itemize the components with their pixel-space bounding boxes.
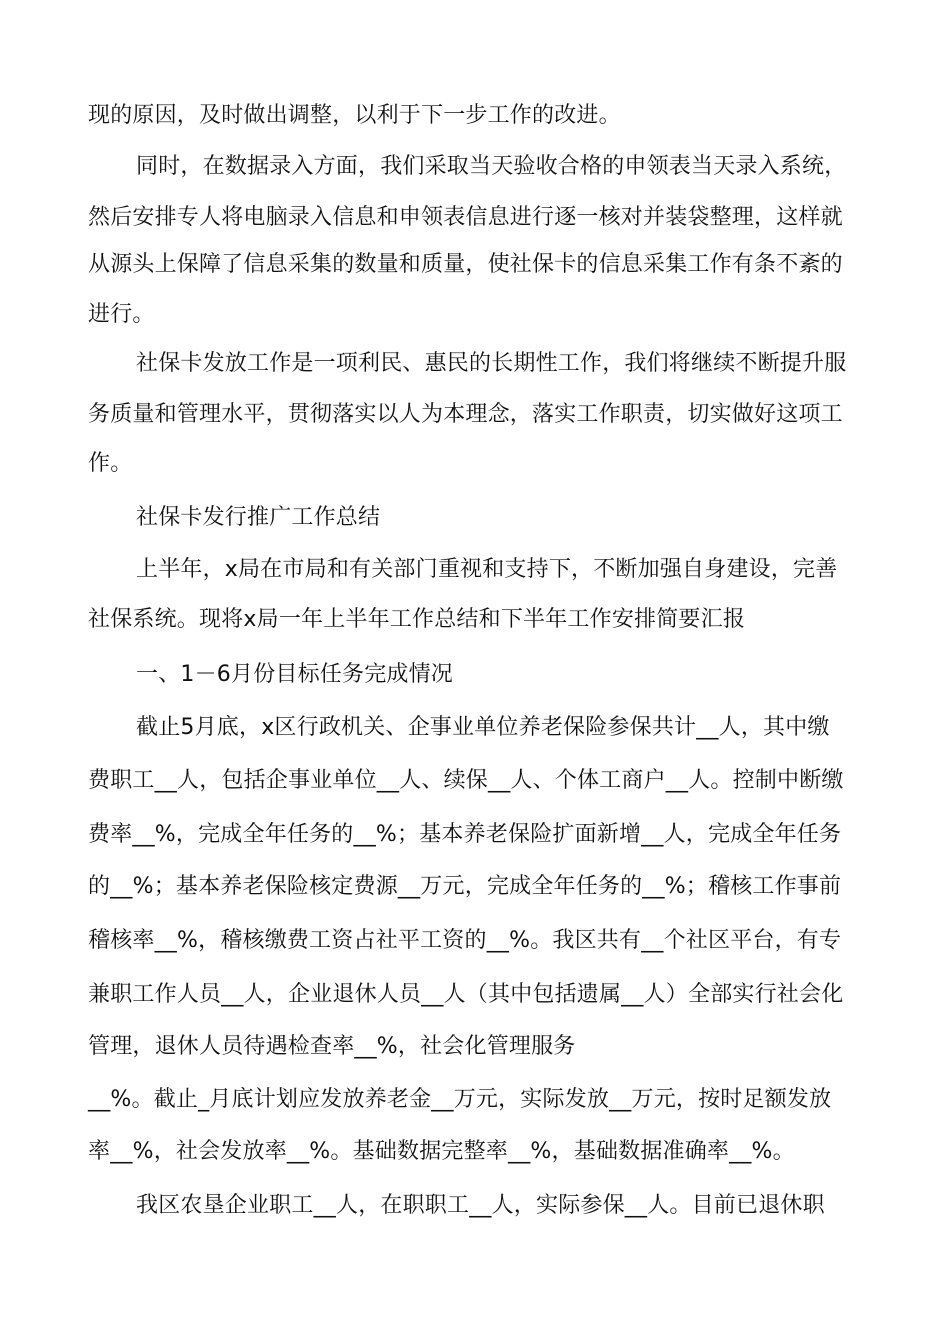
text-line: 社保卡发放工作是一项利民、惠民的长期性工作，我们将继续不断提升服	[136, 351, 847, 376]
text-line: __%。截止_月底计划应发放养老金__万元，实际发放__万元，按时足额发放	[88, 1087, 832, 1112]
text-line: 我区农垦企业职工__人，在职职工__人，实际参保__人。目前已退休职	[136, 1193, 825, 1218]
text-line: 费率__%，完成全年任务的__%；基本养老保险扩面新增__人，完成全年任务	[88, 822, 842, 847]
text-line: 进行。	[88, 302, 155, 327]
text-line: 的__%；基本养老保险核定费源__万元，完成全年任务的__%；稽核工作事前	[88, 874, 842, 899]
text-line: 现的原因，及时做出调整，以利于下一步工作的改进。	[88, 103, 621, 128]
text-line: 管理，退休人员待遇检查率__%，社会化管理服务	[88, 1034, 576, 1059]
text-line: 费职工__人，包括企事业单位__人、续保__人、个体工商户__人。控制中断缴	[88, 768, 844, 793]
text-line: 稽核率__%，稽核缴费工资占社平工资的__%。我区共有__个社区平台，有专	[88, 928, 842, 953]
text-line: 从源头上保障了信息采集的数量和质量，使社保卡的信息采集工作有条不紊的	[88, 252, 843, 277]
text-line: 截止5月底，x区行政机关、企事业单位养老保险参保共计__人，其中缴	[136, 715, 830, 740]
text-line: 然后安排专人将电脑录入信息和申领表信息进行逐一核对并装袋整理，这样就	[88, 205, 843, 230]
text-line: 上半年，x局在市局和有关部门重视和支持下，不断加强自身建设，完善	[136, 557, 838, 582]
text-line: 同时，在数据录入方面，我们采取当天验收合格的申领表当天录入系统，	[136, 154, 847, 179]
text-line: 兼职工作人员__人，企业退休人员__人（其中包括遗属__人）全部实行社会化	[88, 982, 844, 1007]
text-line: 作。	[88, 451, 133, 476]
section-heading: 社保卡发行推广工作总结	[136, 505, 381, 530]
text-line: 率__%，社会发放率__%。基础数据完整率__%，基础数据准确率__%。	[88, 1139, 795, 1164]
section-heading: 一、1－6月份目标任务完成情况	[136, 662, 453, 687]
text-line: 社保系统。现将x局一年上半年工作总结和下半年工作安排简要汇报	[88, 607, 746, 632]
text-line: 务质量和管理水平，贯彻落实以人为本理念，落实工作职责，切实做好这项工	[88, 402, 843, 427]
